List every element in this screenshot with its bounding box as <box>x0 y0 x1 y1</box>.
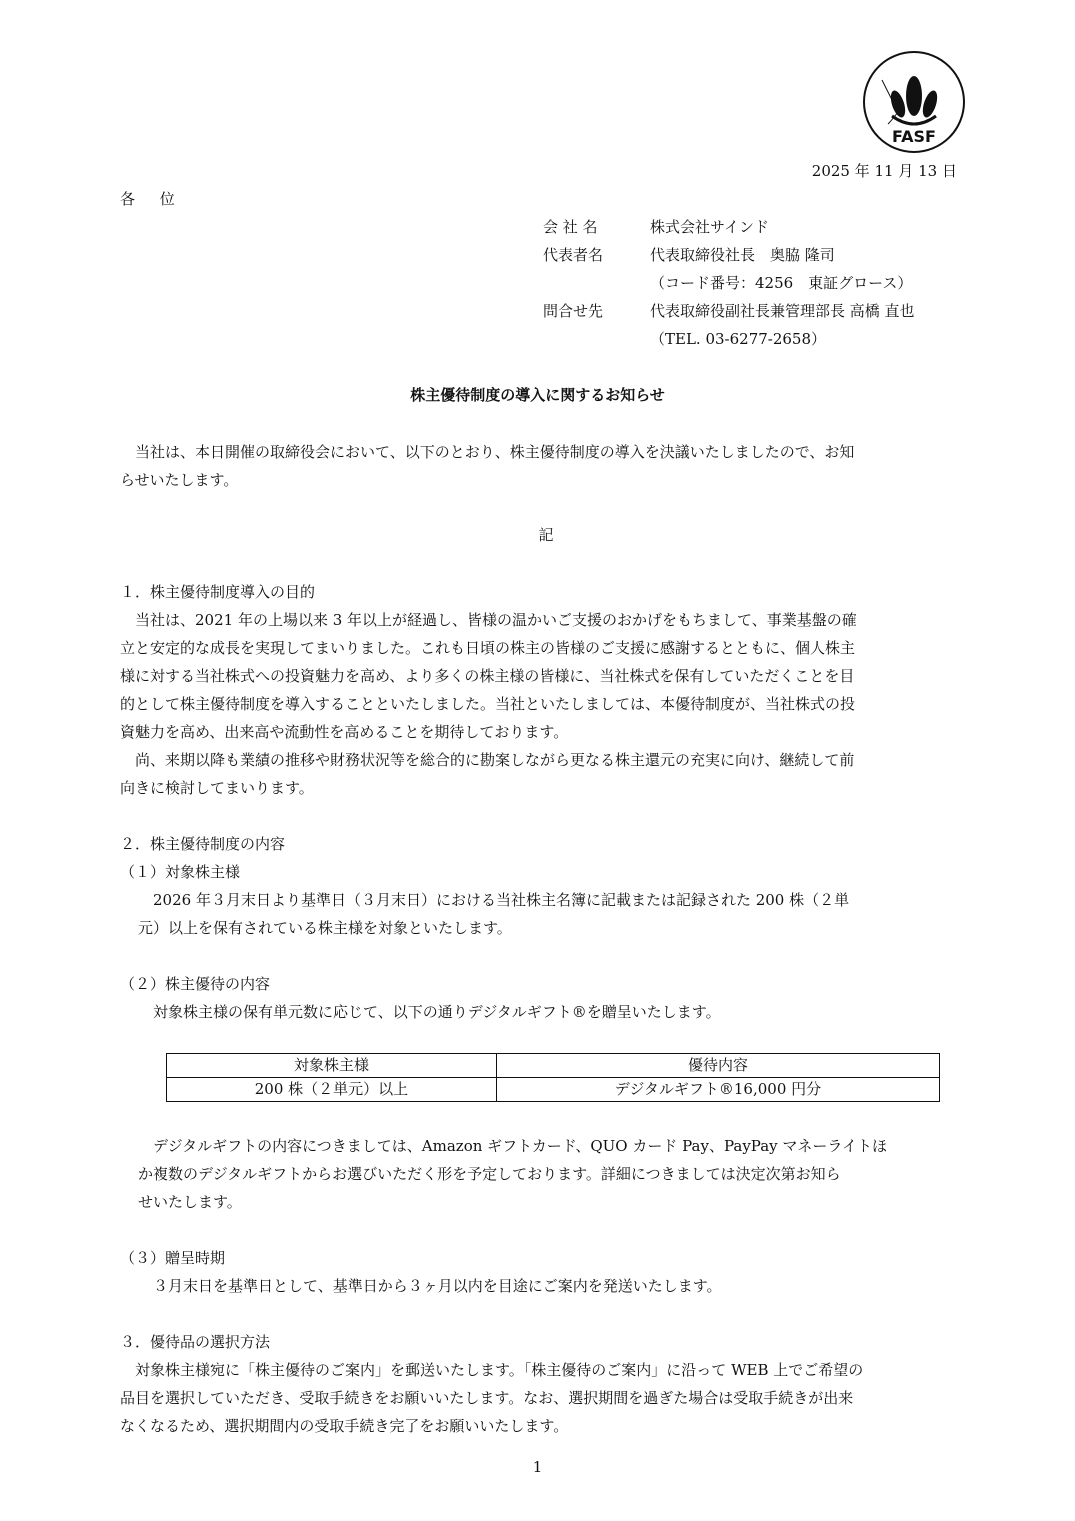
sub2-note: か複数のデジタルギフトからお選びいただく形を予定しております。詳細につきましては決定次第お知ら <box>138 1165 841 1183</box>
perks-table <box>166 1053 940 1102</box>
stock-code: （コード番号：4256 東証グロース） <box>650 274 913 292</box>
section1-line: 的として株主優待制度を導入することといたしました。当社といたしましては、本優待制度が、当社株式の投 <box>120 695 856 713</box>
company-name-label: 会 社 名 <box>543 218 598 236</box>
ki-mark: 記 <box>538 526 554 544</box>
sub1-heading: （１）対象株主様 <box>120 863 241 881</box>
document-title: 株主優待制度の導入に関するお知らせ <box>410 386 665 404</box>
section1-line: 資魅力を高め、出来高や流動性を高めることを期待しております。 <box>120 723 569 741</box>
table-cell: デジタルギフト®16,000 円分 <box>496 1078 939 1102</box>
document-date: 2025 年 11 月 13 日 <box>811 162 957 180</box>
company-name-value: 株式会社サインド <box>650 218 769 236</box>
contact-label: 問合せ先 <box>543 302 604 320</box>
contact-phone: （TEL. 03-6277-2658） <box>650 330 827 348</box>
intro-line: 当社は、本日開催の取締役会において、以下のとおり、株主優待制度の導入を決議いたしましたので、お知 <box>120 443 855 461</box>
section3-line: 対象株主様宛に「株主優待のご案内」を郵送いたします。「株主優待のご案内」に沿って WEB 上でご希望の <box>120 1361 864 1379</box>
section3-line: 品目を選択していただき、受取手続きをお願いいたします。なお、選択期間を過ぎた場合は受取手続きが出来 <box>120 1389 854 1407</box>
sub1-line: 元）以上を保有されている株主様を対象といたします。 <box>138 919 512 937</box>
seal-text: FASF <box>892 127 936 146</box>
section3-line: なくなるため、選択期間内の受取手続き完了をお願いいたします。 <box>120 1417 569 1435</box>
representative-label: 代表者名 <box>543 246 604 264</box>
sub2-heading: （２）株主優待の内容 <box>120 975 271 993</box>
table-header: 対象株主様 <box>167 1054 497 1078</box>
intro-line: らせいたします。 <box>120 471 239 489</box>
table-header-row <box>167 1054 940 1078</box>
section1-heading: １．株主優待制度導入の目的 <box>120 583 316 601</box>
page-number: 1 <box>532 1458 543 1476</box>
sub3-heading: （３）贈呈時期 <box>120 1249 226 1267</box>
sub2-note: デジタルギフトの内容につきましては、Amazon ギフトカード、QUO カード Pay、PayPay マネーライトほ <box>138 1137 887 1155</box>
section1-line: 当社は、2021 年の上場以来 3 年以上が経過し、皆様の温かいご支援のおかげをもちまして、事業基盤の確 <box>120 611 857 629</box>
addressee: 各 位 <box>120 190 185 208</box>
section1-line: 尚、来期以降も業績の推移や財務状況等を総合的に勘案しながら更なる株主還元の充実に向け、継続して前 <box>120 751 855 769</box>
table-header: 優待内容 <box>496 1054 939 1078</box>
table-cell: 200 株（２単元）以上 <box>167 1078 497 1102</box>
fasf-seal <box>862 50 966 154</box>
sub1-line: 2026 年３月末日より基準日（３月末日）における当社株主名簿に記載または記録された 200 株（２単 <box>138 891 850 909</box>
sub2-note: せいたします。 <box>138 1193 242 1211</box>
fasf-seal-graphic <box>862 50 966 154</box>
representative-value: 代表取締役社長 奥脇 隆司 <box>650 246 835 264</box>
section1-line: 様に対する当社株式への投資魅力を高め、より多くの株主様の皆様に、当社株式を保有していただくことを目 <box>120 667 855 685</box>
section2-heading: ２．株主優待制度の内容 <box>120 835 286 853</box>
table-row <box>167 1078 940 1102</box>
contact-value: 代表取締役副社長兼管理部長 高橋 直也 <box>650 302 915 320</box>
sub3-line: ３月末日を基準日として、基準日から３ヶ月以内を目途にご案内を発送いたします。 <box>138 1277 722 1295</box>
sub2-lead: 対象株主様の保有単元数に応じて、以下の通りデジタルギフト®を贈呈いたします。 <box>138 1003 721 1021</box>
section1-line: 向きに検討してまいります。 <box>120 779 314 797</box>
section3-heading: ３．優待品の選択方法 <box>120 1333 271 1351</box>
section1-line: 立と安定的な成長を実現してまいりました。これも日頃の株主の皆様のご支援に感謝するとともに、個人株主 <box>120 639 856 657</box>
